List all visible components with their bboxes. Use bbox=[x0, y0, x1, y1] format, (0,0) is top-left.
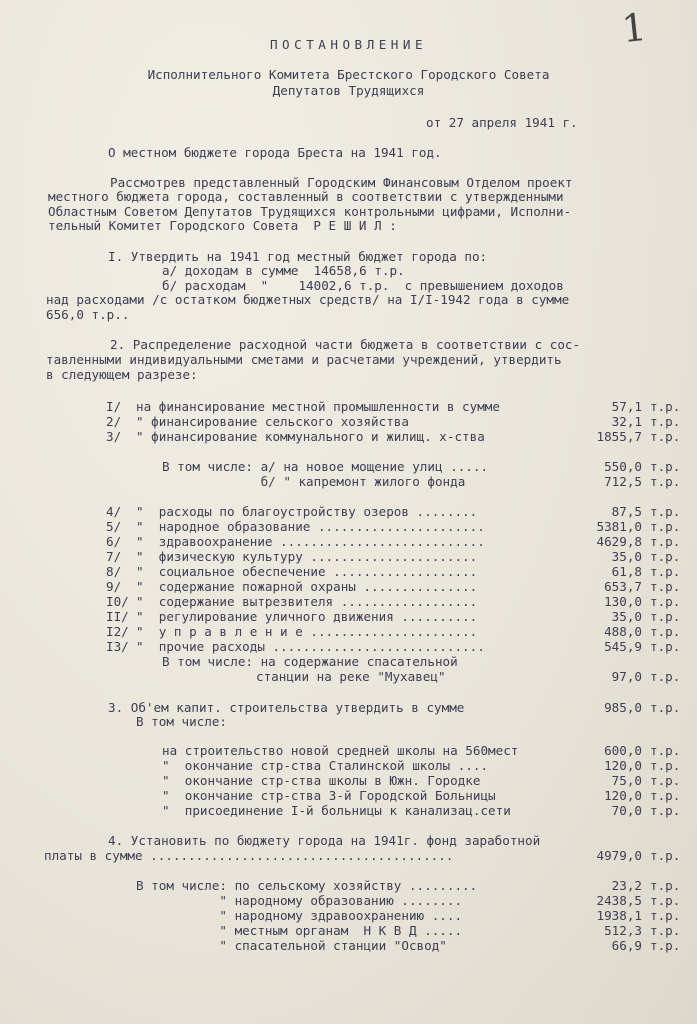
budget-item-unit: т.р. bbox=[650, 624, 681, 639]
preamble-line: тельный Комитет Городского Совета Р Е Ш И Л : bbox=[48, 218, 397, 233]
budget-item-text: " регулирование уличного движения .......... bbox=[136, 609, 478, 624]
issuer-line-2: Депутатов Трудящихся bbox=[272, 83, 425, 98]
budget-item-number: 5/ bbox=[106, 519, 122, 534]
budget-item-amount: 545,9 bbox=[604, 639, 642, 654]
budget-item-amount: 1855,7 bbox=[596, 429, 642, 444]
budget-item-amount: 35,0 bbox=[611, 609, 642, 624]
paragraph-3-unit: т.р. bbox=[650, 700, 681, 715]
wage-item-unit: т.р. bbox=[650, 923, 681, 938]
wage-item-text: " народному образованию ........ bbox=[136, 893, 463, 908]
subitem-text: б/ " капремонт жилого фонда bbox=[162, 474, 466, 489]
construction-item-unit: т.р. bbox=[650, 803, 681, 818]
budget-item-unit: т.р. bbox=[650, 639, 681, 654]
budget-item-number: I2/ bbox=[106, 624, 129, 639]
budget-item-number: I3/ bbox=[106, 639, 129, 654]
subitem-text: В том числе: а/ на новое мощение улиц ..... bbox=[162, 459, 489, 474]
budget-item-amount: 653,7 bbox=[604, 579, 642, 594]
paragraph-2-line: тавленными индивидуальными сметами и расчетами учреждений, утвердить bbox=[46, 352, 562, 367]
budget-item-number: II/ bbox=[106, 609, 129, 624]
paragraph-1-line: 656,0 т.р.. bbox=[46, 307, 130, 322]
wage-item-amount: 1938,1 bbox=[596, 908, 642, 923]
budget-item-amount: 130,0 bbox=[604, 594, 642, 609]
budget-item-text: " народное образование ...................... bbox=[136, 519, 485, 534]
budget-item-text: " финансирование коммунального и жилищ. х-ства bbox=[136, 429, 485, 444]
paragraph-3-amount: 985,0 bbox=[604, 700, 642, 715]
subitem-unit: т.р. bbox=[650, 474, 681, 489]
subitem-text: В том числе: на содержание спасательной bbox=[162, 654, 458, 669]
paragraph-2-line: 2. Распределение расходной части бюджета в соответствии с сос- bbox=[110, 337, 581, 352]
construction-item-unit: т.р. bbox=[650, 758, 681, 773]
budget-item-text: " финансирование сельского хозяйства bbox=[136, 414, 409, 429]
handwritten-page-number: 1 bbox=[619, 4, 649, 52]
paragraph-3-line: 3. Об'ем капит. строительства утвердить в сумме bbox=[108, 700, 465, 715]
budget-item-unit: т.р. bbox=[650, 429, 681, 444]
budget-item-amount: 5381,0 bbox=[596, 519, 642, 534]
budget-item-unit: т.р. bbox=[650, 414, 681, 429]
paragraph-1-line: над расходами /с остатком бюджетных средств/ на I/I-1942 года в сумме bbox=[46, 292, 570, 307]
paragraph-1-line: I. Утвердить на 1941 год местный бюджет города по: bbox=[108, 249, 488, 264]
budget-item-unit: т.р. bbox=[650, 609, 681, 624]
wage-item-amount: 512,3 bbox=[604, 923, 642, 938]
construction-item-unit: т.р. bbox=[650, 743, 681, 758]
budget-item-text: " у п р а в л е н и е ...................... bbox=[136, 624, 478, 639]
budget-item-unit: т.р. bbox=[650, 519, 681, 534]
budget-item-text: " социальное обеспечение ................... bbox=[136, 564, 478, 579]
subitem-unit: т.р. bbox=[650, 669, 681, 684]
wage-item-unit: т.р. bbox=[650, 908, 681, 923]
preamble-line: Рассмотрев представленный Городским Финансовым Отделом проект bbox=[110, 175, 573, 190]
budget-item-unit: т.р. bbox=[650, 534, 681, 549]
construction-item-text: " окончание стр-ства 3-й Городской Больницы bbox=[162, 788, 496, 803]
budget-item-unit: т.р. bbox=[650, 594, 681, 609]
subitem-text: станции на реке "Мухавец" bbox=[256, 669, 446, 684]
budget-item-text: " содержание пожарной охраны ............... bbox=[136, 579, 478, 594]
construction-item-amount: 120,0 bbox=[604, 788, 642, 803]
budget-item-amount: 488,0 bbox=[604, 624, 642, 639]
budget-item-amount: 35,0 bbox=[611, 549, 642, 564]
budget-item-number: 6/ bbox=[106, 534, 122, 549]
wage-item-text: В том числе: по сельскому хозяйству ......... bbox=[136, 878, 478, 893]
subitem-amount: 97,0 bbox=[611, 669, 642, 684]
budget-item-number: I/ bbox=[106, 399, 122, 414]
construction-item-text: " окончание стр-ства Сталинской школы .... bbox=[162, 758, 489, 773]
preamble-line: Областным Советом Депутатов Трудящихся контрольными цифрами, Исполни- bbox=[48, 204, 572, 219]
budget-item-amount: 57,1 bbox=[611, 399, 642, 414]
subitem-unit: т.р. bbox=[650, 459, 681, 474]
budget-item-text: " расходы по благоустройству озеров ........ bbox=[136, 504, 478, 519]
wage-item-unit: т.р. bbox=[650, 878, 681, 893]
budget-item-unit: т.р. bbox=[650, 504, 681, 519]
budget-item-number: 2/ bbox=[106, 414, 122, 429]
budget-item-number: I0/ bbox=[106, 594, 129, 609]
budget-item-number: 8/ bbox=[106, 564, 122, 579]
budget-item-number: 7/ bbox=[106, 549, 122, 564]
construction-item-unit: т.р. bbox=[650, 788, 681, 803]
budget-item-unit: т.р. bbox=[650, 564, 681, 579]
budget-item-unit: т.р. bbox=[650, 549, 681, 564]
budget-item-unit: т.р. bbox=[650, 579, 681, 594]
budget-item-amount: 61,8 bbox=[611, 564, 642, 579]
construction-item-text: " присоединение I-й больницы к канализац.сети bbox=[162, 803, 511, 818]
paragraph-4-amount: 4979,0 bbox=[596, 848, 642, 863]
paragraph-4-unit: т.р. bbox=[650, 848, 681, 863]
paragraph-4-line: 4. Установить по бюджету города на 1941г. фонд заработной bbox=[108, 833, 541, 848]
subitem-amount: 550,0 bbox=[604, 459, 642, 474]
wage-item-unit: т.р. bbox=[650, 938, 681, 953]
budget-item-text: " прочие расходы ............................ bbox=[136, 639, 485, 654]
wage-item-amount: 2438,5 bbox=[596, 893, 642, 908]
construction-item-amount: 70,0 bbox=[611, 803, 642, 818]
budget-item-text: на финансирование местной промышленности в сумме bbox=[136, 399, 500, 414]
construction-item-amount: 600,0 bbox=[604, 743, 642, 758]
construction-item-text: на строительство новой средней школы на 560мест bbox=[162, 743, 519, 758]
budget-item-amount: 32,1 bbox=[611, 414, 642, 429]
budget-item-unit: т.р. bbox=[650, 399, 681, 414]
paragraph-1-line: б/ расходам " 14002,6 т.р. с превышением доходов bbox=[162, 278, 564, 293]
wage-item-unit: т.р. bbox=[650, 893, 681, 908]
paragraph-1-line: а/ доходам в сумме 14658,6 т.р. bbox=[162, 263, 405, 278]
budget-item-number: 4/ bbox=[106, 504, 122, 519]
budget-item-number: 9/ bbox=[106, 579, 122, 594]
construction-item-amount: 120,0 bbox=[604, 758, 642, 773]
construction-item-amount: 75,0 bbox=[611, 773, 642, 788]
subitem-amount: 712,5 bbox=[604, 474, 642, 489]
wage-item-text: " народному здравоохранению .... bbox=[136, 908, 463, 923]
budget-item-amount: 4629,8 bbox=[596, 534, 642, 549]
document-title: ПОСТАНОВЛЕНИЕ bbox=[269, 37, 428, 52]
preamble-line: местного бюджета города, составленный в соответствии с утвержденными bbox=[48, 189, 564, 204]
wage-item-amount: 66,9 bbox=[611, 938, 642, 953]
construction-item-text: " окончание стр-ства школы в Южн. Городке bbox=[162, 773, 481, 788]
wage-item-text: " спасательной станции "Освод" bbox=[136, 938, 447, 953]
document-subject: О местном бюджете города Бреста на 1941 год. bbox=[108, 145, 442, 160]
budget-item-text: " здравоохранение ........................... bbox=[136, 534, 485, 549]
document-date: от 27 апреля 1941 г. bbox=[426, 115, 578, 130]
construction-item-unit: т.р. bbox=[650, 773, 681, 788]
issuer-line-1: Исполнительного Комитета Брестского Городского Совета bbox=[147, 67, 550, 82]
budget-item-amount: 87,5 bbox=[611, 504, 642, 519]
budget-item-text: " физическую культуру ...................... bbox=[136, 549, 478, 564]
wage-item-text: " местным органам Н К В Д ..... bbox=[136, 923, 463, 938]
budget-item-number: 3/ bbox=[106, 429, 122, 444]
wage-item-amount: 23,2 bbox=[611, 878, 642, 893]
budget-item-text: " содержание вытрезвителя .................. bbox=[136, 594, 478, 609]
paragraph-2-line: в следующем разрезе: bbox=[46, 367, 198, 382]
paragraph-4-line: платы в сумме ........................................ bbox=[44, 848, 454, 863]
paragraph-3-line: В том числе: bbox=[136, 714, 227, 729]
